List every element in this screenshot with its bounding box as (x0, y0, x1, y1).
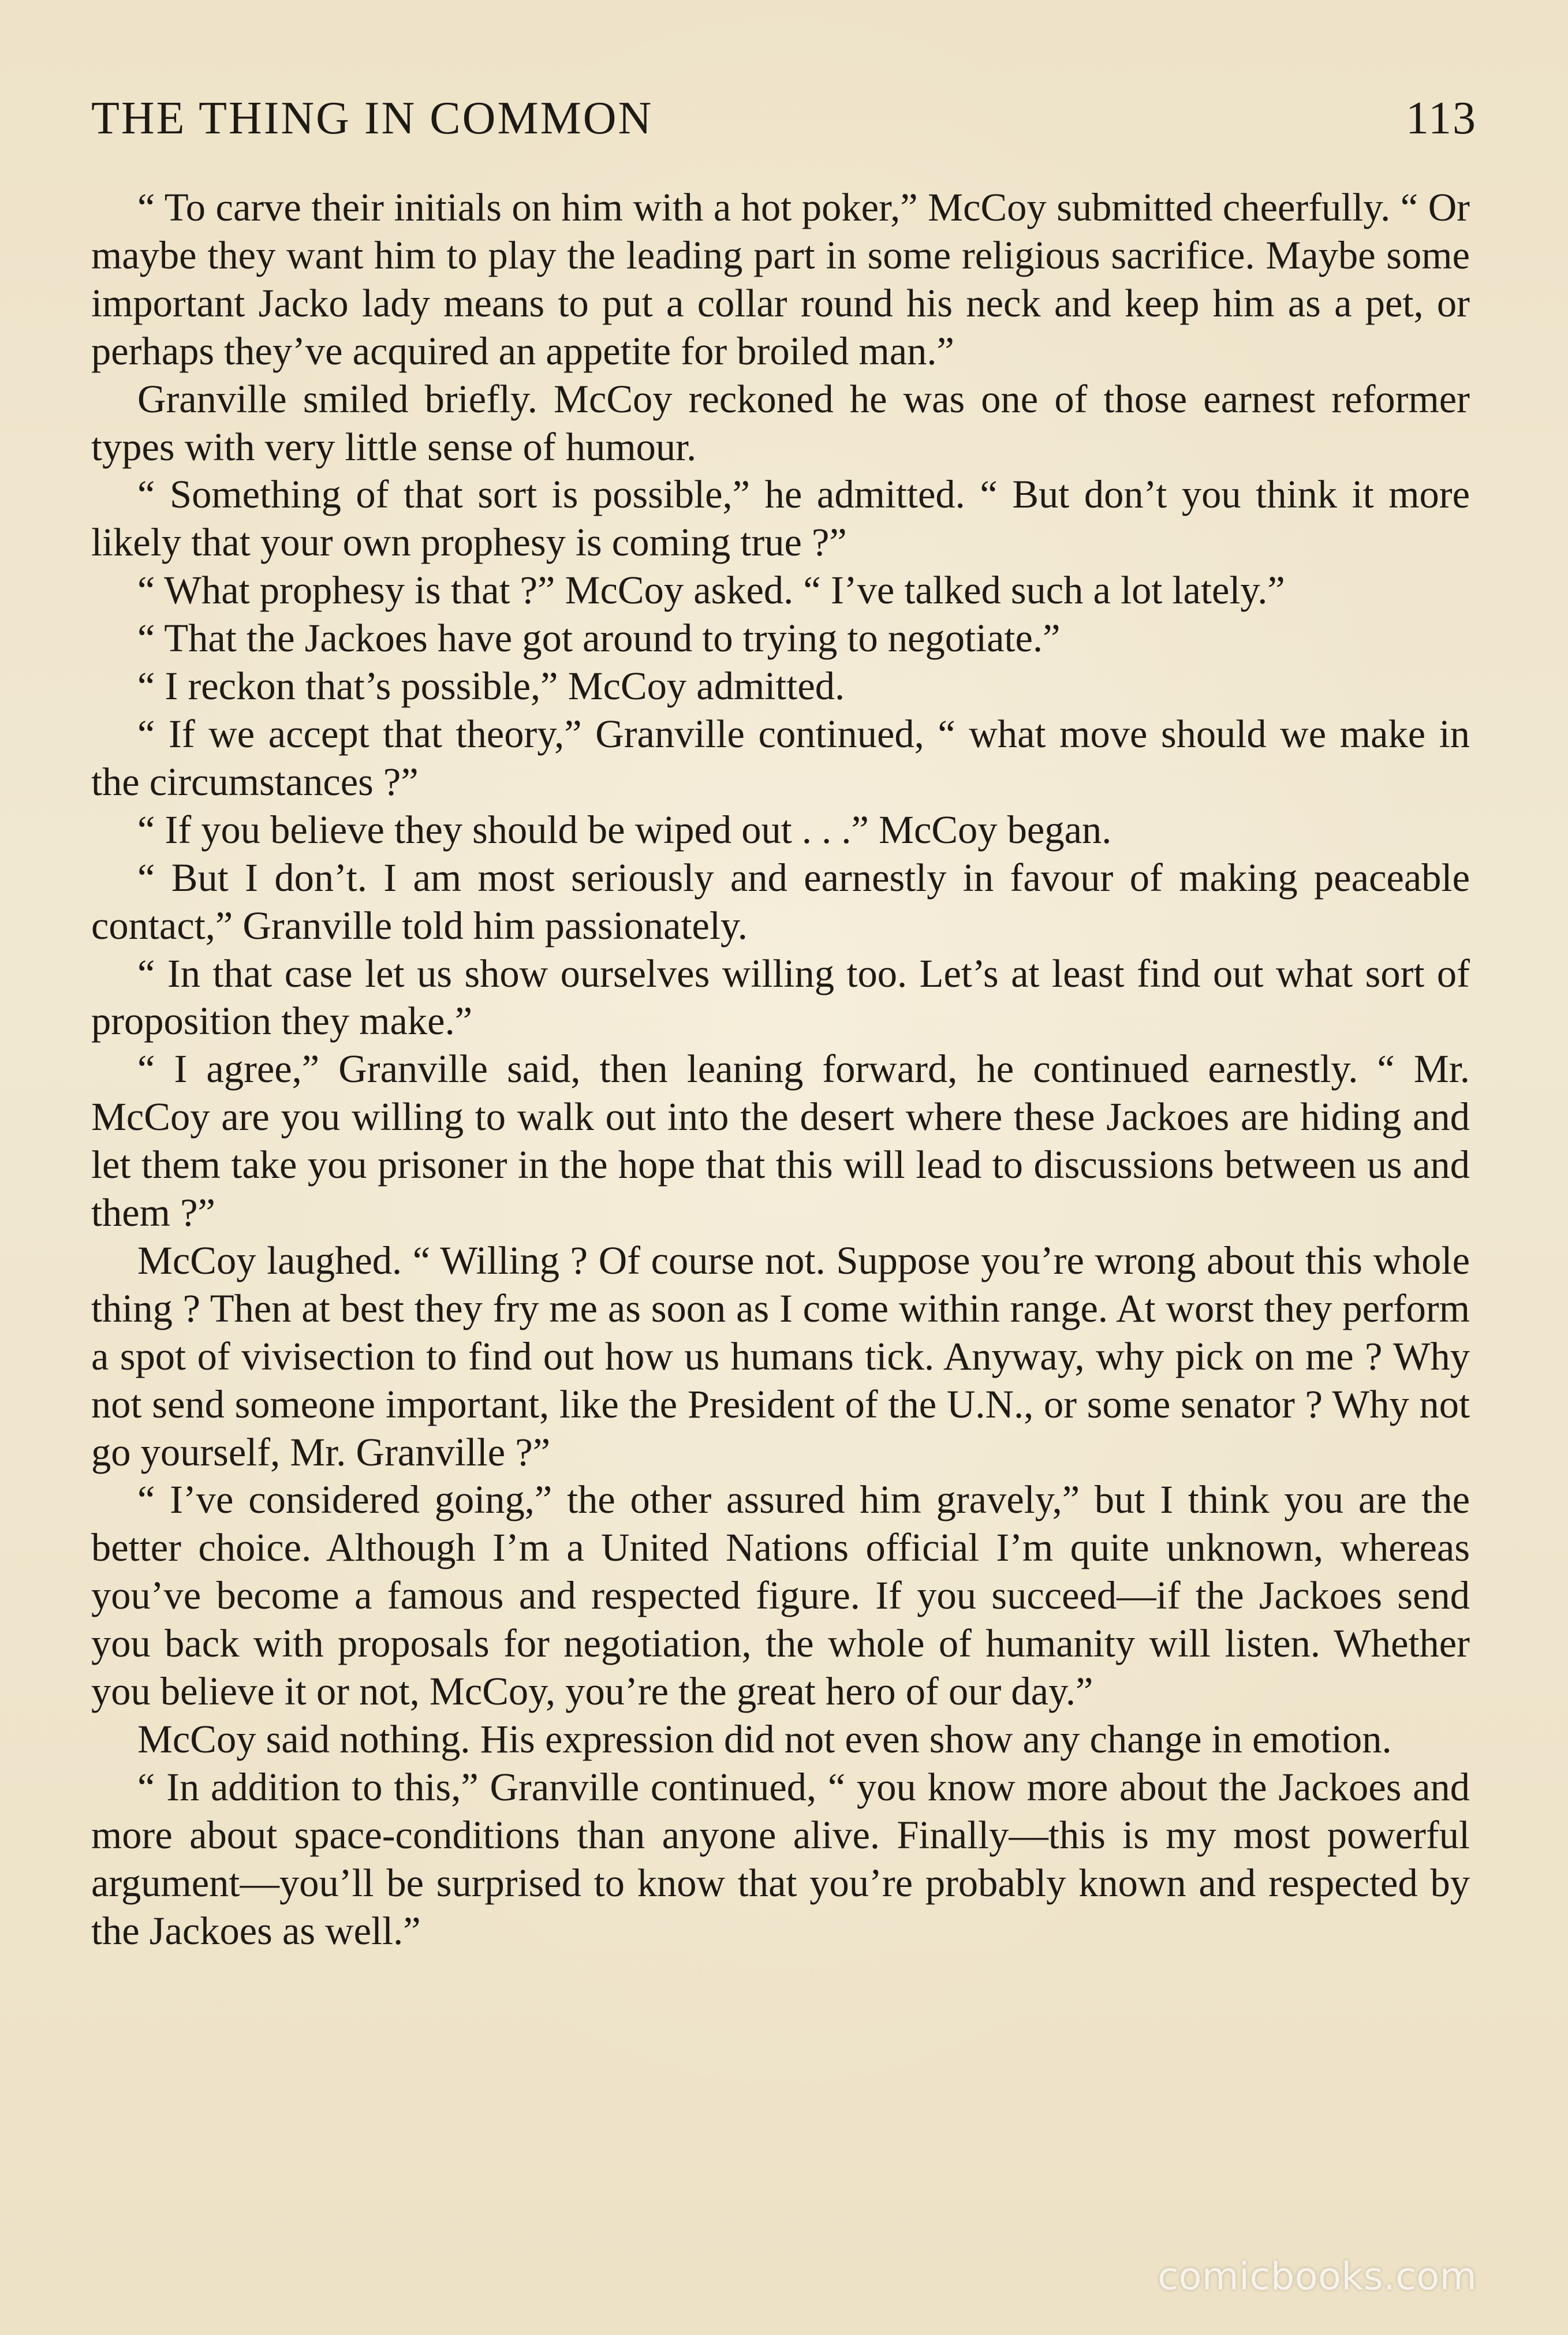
page-number: 113 (1405, 93, 1477, 144)
watermark: comicbooks.com (1158, 2254, 1477, 2299)
paragraph: “ But I don’t. I am most seriously and earnestly in favour of making peaceable contact,” Granville told him passionately. (91, 855, 1470, 948)
paragraph: “ In addition to this,” Granville continued, “ you know more about the Jackoes and more about space-conditions than anyone alive. Finally—this is my most powerful argument—you’ll be surprised to know that you’re probably known and respected by the Jackoes as well.” (91, 1765, 1470, 1953)
paragraph: “ I agree,” Granville said, then leaning forward, he continued earnestly. “ Mr. McCoy are you willing to walk out into the desert where these Jackoes are hiding and let them take you prisoner in the hope that this will lead to discussions between us and them ?” (91, 1047, 1470, 1235)
paragraph: “ I reckon that’s possible,” McCoy admitted. (137, 664, 845, 708)
running-head (91, 87, 1477, 150)
paragraph: “ To carve their initials on him with a hot poker,” McCoy submitted cheerfully. “ Or maybe they want him to play the leading part in some religious sacrifice. Maybe some important Jacko lady means to put a collar round his neck and keep him as a pet, or perhaps they’ve acquired an appetite for broiled man.” (91, 185, 1470, 373)
paragraph: “ That the Jackoes have got around to trying to negotiate.” (137, 616, 1061, 661)
paragraph: Granville smiled briefly. McCoy reckoned he was one of those earnest reformer types with very little sense of humour. (91, 376, 1470, 469)
paragraph: McCoy laughed. “ Willing ? Of course not. Suppose you’re wrong about this whole thing ? Then at best they fry me as soon as I come within range. At worst they perform a spot of vivisection to find out how us humans tick. Anyway, why pick on me ? Why not send someone important, like the President of the U.N., or some senator ? Why not go yourself, Mr. Granville ?” (91, 1238, 1470, 1474)
body-text (91, 184, 1470, 1955)
paragraph: “ What prophesy is that ?” McCoy asked. “ I’ve talked such a lot lately.” (137, 568, 1285, 613)
paragraph: “ In that case let us show ourselves willing too. Let’s at least find out what sort of proposition they make.” (91, 951, 1470, 1043)
paragraph: “ Something of that sort is possible,” he admitted. “ But don’t you think it more likely that your own prophesy is coming true ?” (91, 472, 1470, 565)
paragraph: “ If you believe they should be wiped out . . .” McCoy began. (137, 807, 1112, 852)
chapter-title: THE THING IN COMMON (91, 93, 654, 144)
paragraph: “ If we accept that theory,” Granville continued, “ what move should we make in the circumstances ?” (91, 711, 1470, 804)
paragraph: “ I’ve considered going,” the other assured him gravely,” but I think you are the better choice. Although I’m a United Nations official I’m quite unknown, whereas you’ve become a famous and respected figure. If you succeed—if the Jackoes send you back with proposals for negotiation, the whole of humanity will listen. Whether you believe it or not, McCoy, you’re the great hero of our day.” (91, 1478, 1470, 1714)
paragraph: McCoy said nothing. His expression did not even show any change in emotion. (137, 1717, 1392, 1761)
